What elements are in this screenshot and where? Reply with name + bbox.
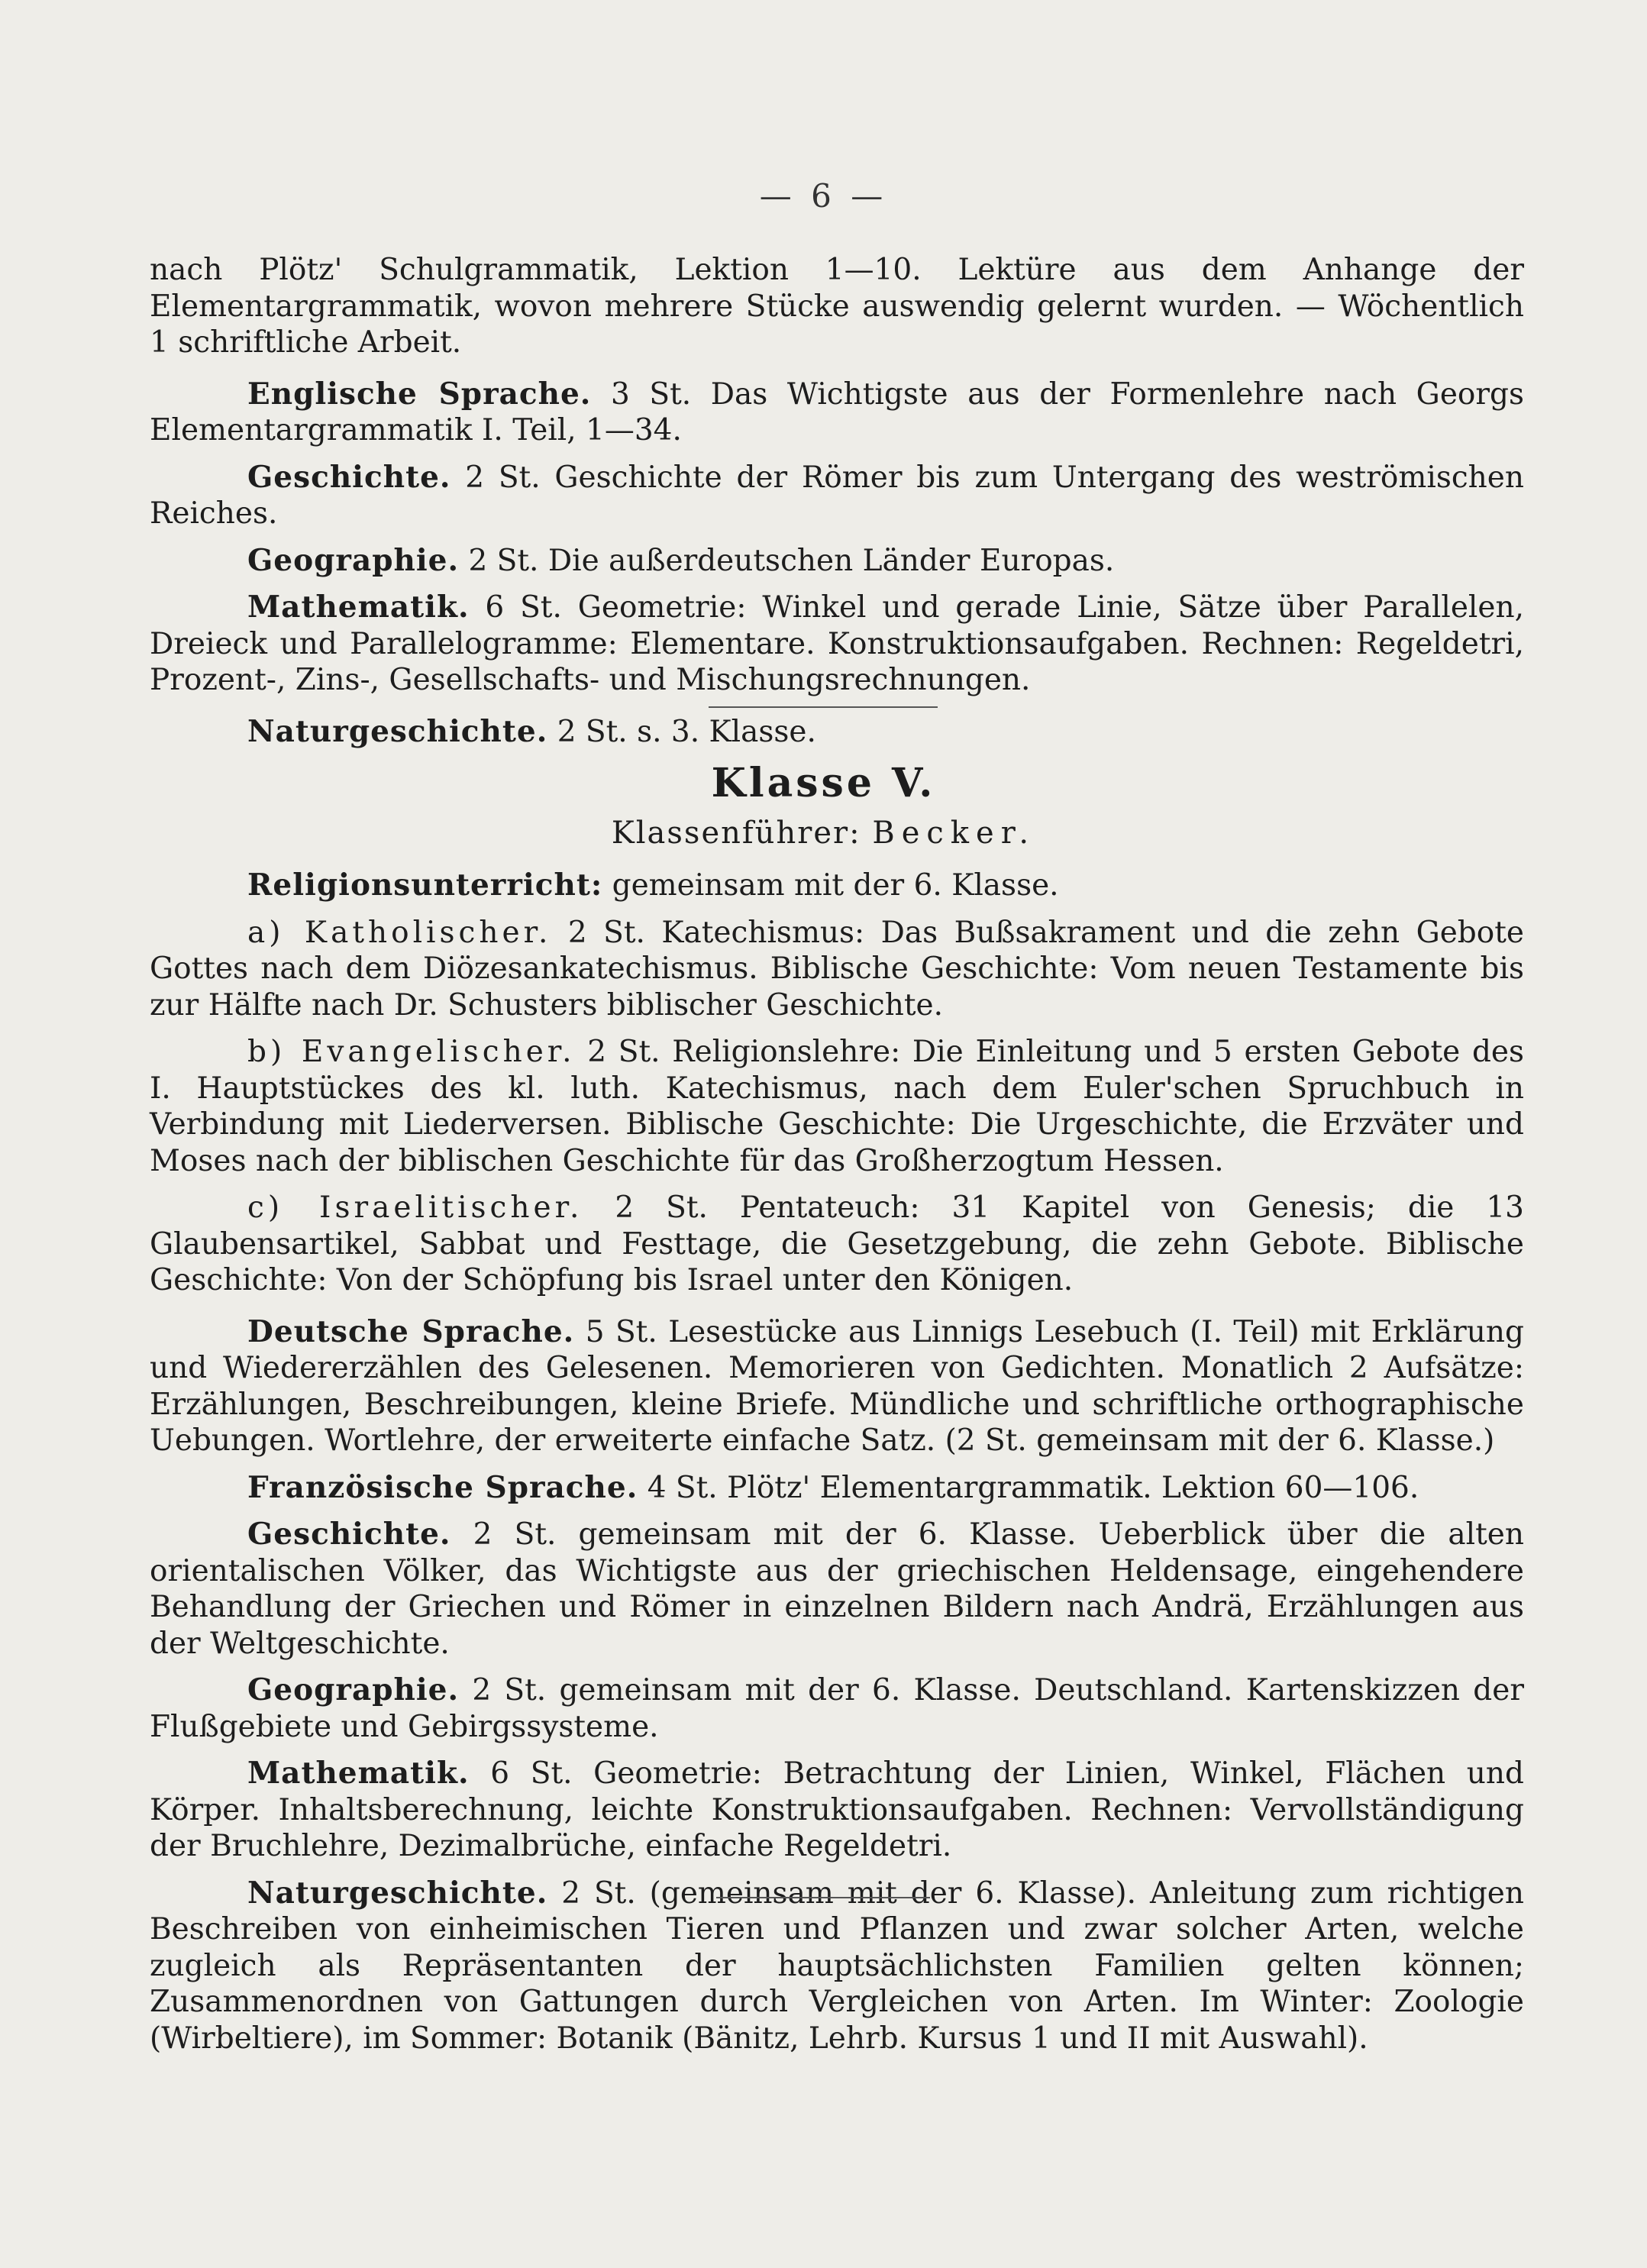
heading-french: Französische Sprache. xyxy=(247,1469,638,1505)
paragraph-history: Geschichte. 2 St. Geschichte der Römer bis zum Untergang des weströmischen Reiches. xyxy=(150,459,1524,531)
paragraph-geography: Geographie. 2 St. Die außerdeutschen Länder Europas. xyxy=(247,542,1115,578)
label-catholic: a) Katholischer. xyxy=(247,915,552,950)
section-divider xyxy=(709,706,938,708)
heading-religion: Religionsunterricht: xyxy=(247,867,603,903)
paragraph-mathematics-v: Mathematik. 6 St. Geometrie: Betrachtung der Linien, Winkel, Flächen und Körper. Inhaltsberechnung, leichte Konstruktionsaufgaben. Rechnen: Vervollständigung der Bruchlehre, Dezimalbrüche, einfache Regeldetri. xyxy=(150,1756,1524,1863)
heading-history: Geschichte. xyxy=(247,459,451,495)
heading-natural-history-v: Naturgeschichte. xyxy=(247,1875,548,1911)
paragraph-mathematics: Mathematik. 6 St. Geometrie: Winkel und gerade Linie, Sätze über Parallelen, Dreieck und Parallelogramme: Elementare. Konstruktionsaufgaben. Rechnen: Regeldetri, Prozent-, Zins-, Gesellschafts- und Mischungsrechnungen. xyxy=(150,590,1524,697)
class-teacher-line: Klassenführer: Becker. xyxy=(611,816,1036,851)
page-number: — 6 — xyxy=(759,177,888,215)
heading-english: Englische Sprache. xyxy=(247,376,592,412)
paragraph-english: Englische Sprache. 3 St. Das Wichtigste aus der Formenlehre nach Georgs Elementargrammatik I. Teil, 1—34. xyxy=(150,376,1524,447)
paragraph-geography-v: Geographie. 2 St. gemeinsam mit der 6. Klasse. Deutschland. Kartenskizzen der Flußgebiete und Gebirgssysteme. xyxy=(150,1672,1524,1744)
section-klasse-v xyxy=(150,867,1524,2056)
section-klasse-vi-continued xyxy=(150,252,1524,750)
class-title: Klasse V. xyxy=(711,760,936,806)
paragraph-natural-history-v: Naturgeschichte. 2 St. (gemeinsam mit der 6. Klasse). Anleitung zum richtigen Beschreiben von einheimischen Tieren und Pflanzen und zwar solcher Arten, welche zugleich als Repräsentanten der hauptsächlichsten Familien gelten können; Zusammenordnen von Gattungen durch Vergleichen von Arten. Im Winter: Zoologie (Wirbeltiere), im Sommer: Botanik (Bänitz, Lehrb. Kursus 1 und II mit Auswahl). xyxy=(150,1875,1524,2056)
heading-natural-history: Naturgeschichte. xyxy=(247,713,548,749)
paragraph-history-v: Geschichte. 2 St. gemeinsam mit der 6. Klasse. Ueberblick über die alten orientalischen Völker, das Wichtigste aus der griechischen Heldensage, eingehendere Behandlung der Griechen und Römer in einzelnen Bildern nach Andrä, Erzählungen aus der Weltgeschichte. xyxy=(150,1517,1524,1661)
french-continued-paragraph: nach Plötz' Schulgrammatik, Lektion 1—10. Lektüre aus dem Anhange der Elementargrammatik, wovon mehrere Stücke auswendig gelernt wurden. — Wöchentlich 1 schriftliche Arbeit. xyxy=(150,253,1524,360)
paragraph-natural-history: Naturgeschichte. 2 St. s. 3. Klasse. xyxy=(247,713,816,749)
label-protestant: b) Evangelischer. xyxy=(247,1035,576,1069)
paragraph-religion-catholic: a) Katholischer. 2 St. Katechismus: Das Bußsakrament und die zehn Gebote Gottes nach dem Diözesankatechismus. Biblische Geschichte: Vom neuen Testamente bis zur Hälfte nach Dr. Schusters biblischer Geschichte. xyxy=(150,915,1524,1023)
heading-geography: Geographie. xyxy=(247,542,460,578)
paragraph-french: Französische Sprache. 4 St. Plötz' Elementargrammatik. Lektion 60—106. xyxy=(247,1469,1419,1505)
class-teacher-name: Becker. xyxy=(872,816,1036,851)
heading-history-v: Geschichte. xyxy=(247,1517,451,1552)
heading-mathematics: Mathematik. xyxy=(247,590,470,625)
end-divider xyxy=(716,1897,930,1898)
paragraph-religion-jewish: c) Israelitischer. 2 St. Pentateuch: 31 Kapitel von Genesis; die 13 Glaubensartikel, Sabbat und Festtage, die Gesetzgebung, die zehn Gebote. Biblische Geschichte: Von der Schöpfung bis Israel unter den Königen. xyxy=(150,1191,1524,1297)
paragraph-religion: Religionsunterricht: gemeinsam mit der 6. Klasse. xyxy=(247,867,1059,903)
heading-german: Deutsche Sprache. xyxy=(247,1313,575,1349)
heading-mathematics-v: Mathematik. xyxy=(247,1756,470,1791)
paragraph-german: Deutsche Sprache. 5 St. Lesestücke aus Linnigs Lesebuch (I. Teil) mit Erklärung und Wiedererzählen des Gelesenen. Memorieren von Gedichten. Monatlich 2 Aufsätze: Erzählungen, Beschreibungen, kleine Briefe. Mündliche und schriftliche orthographische Uebungen. Wortlehre, der erweiterte einfache Satz. (2 St. gemeinsam mit der 6. Klasse.) xyxy=(150,1313,1524,1458)
heading-geography-v: Geographie. xyxy=(247,1672,460,1707)
label-jewish: c) Israelitischer. xyxy=(247,1191,583,1225)
paragraph-religion-protestant: b) Evangelischer. 2 St. Religionslehre: Die Einleitung und 5 ersten Gebote des I. Hauptstückes des kl. luth. Katechismus, nach dem Euler'schen Spruchbuch in Verbindung mit Liederversen. Biblische Geschichte: Die Urgeschichte, die Erzväter und Moses nach der biblischen Geschichte für das Großherzogtum Hessen. xyxy=(150,1035,1524,1178)
